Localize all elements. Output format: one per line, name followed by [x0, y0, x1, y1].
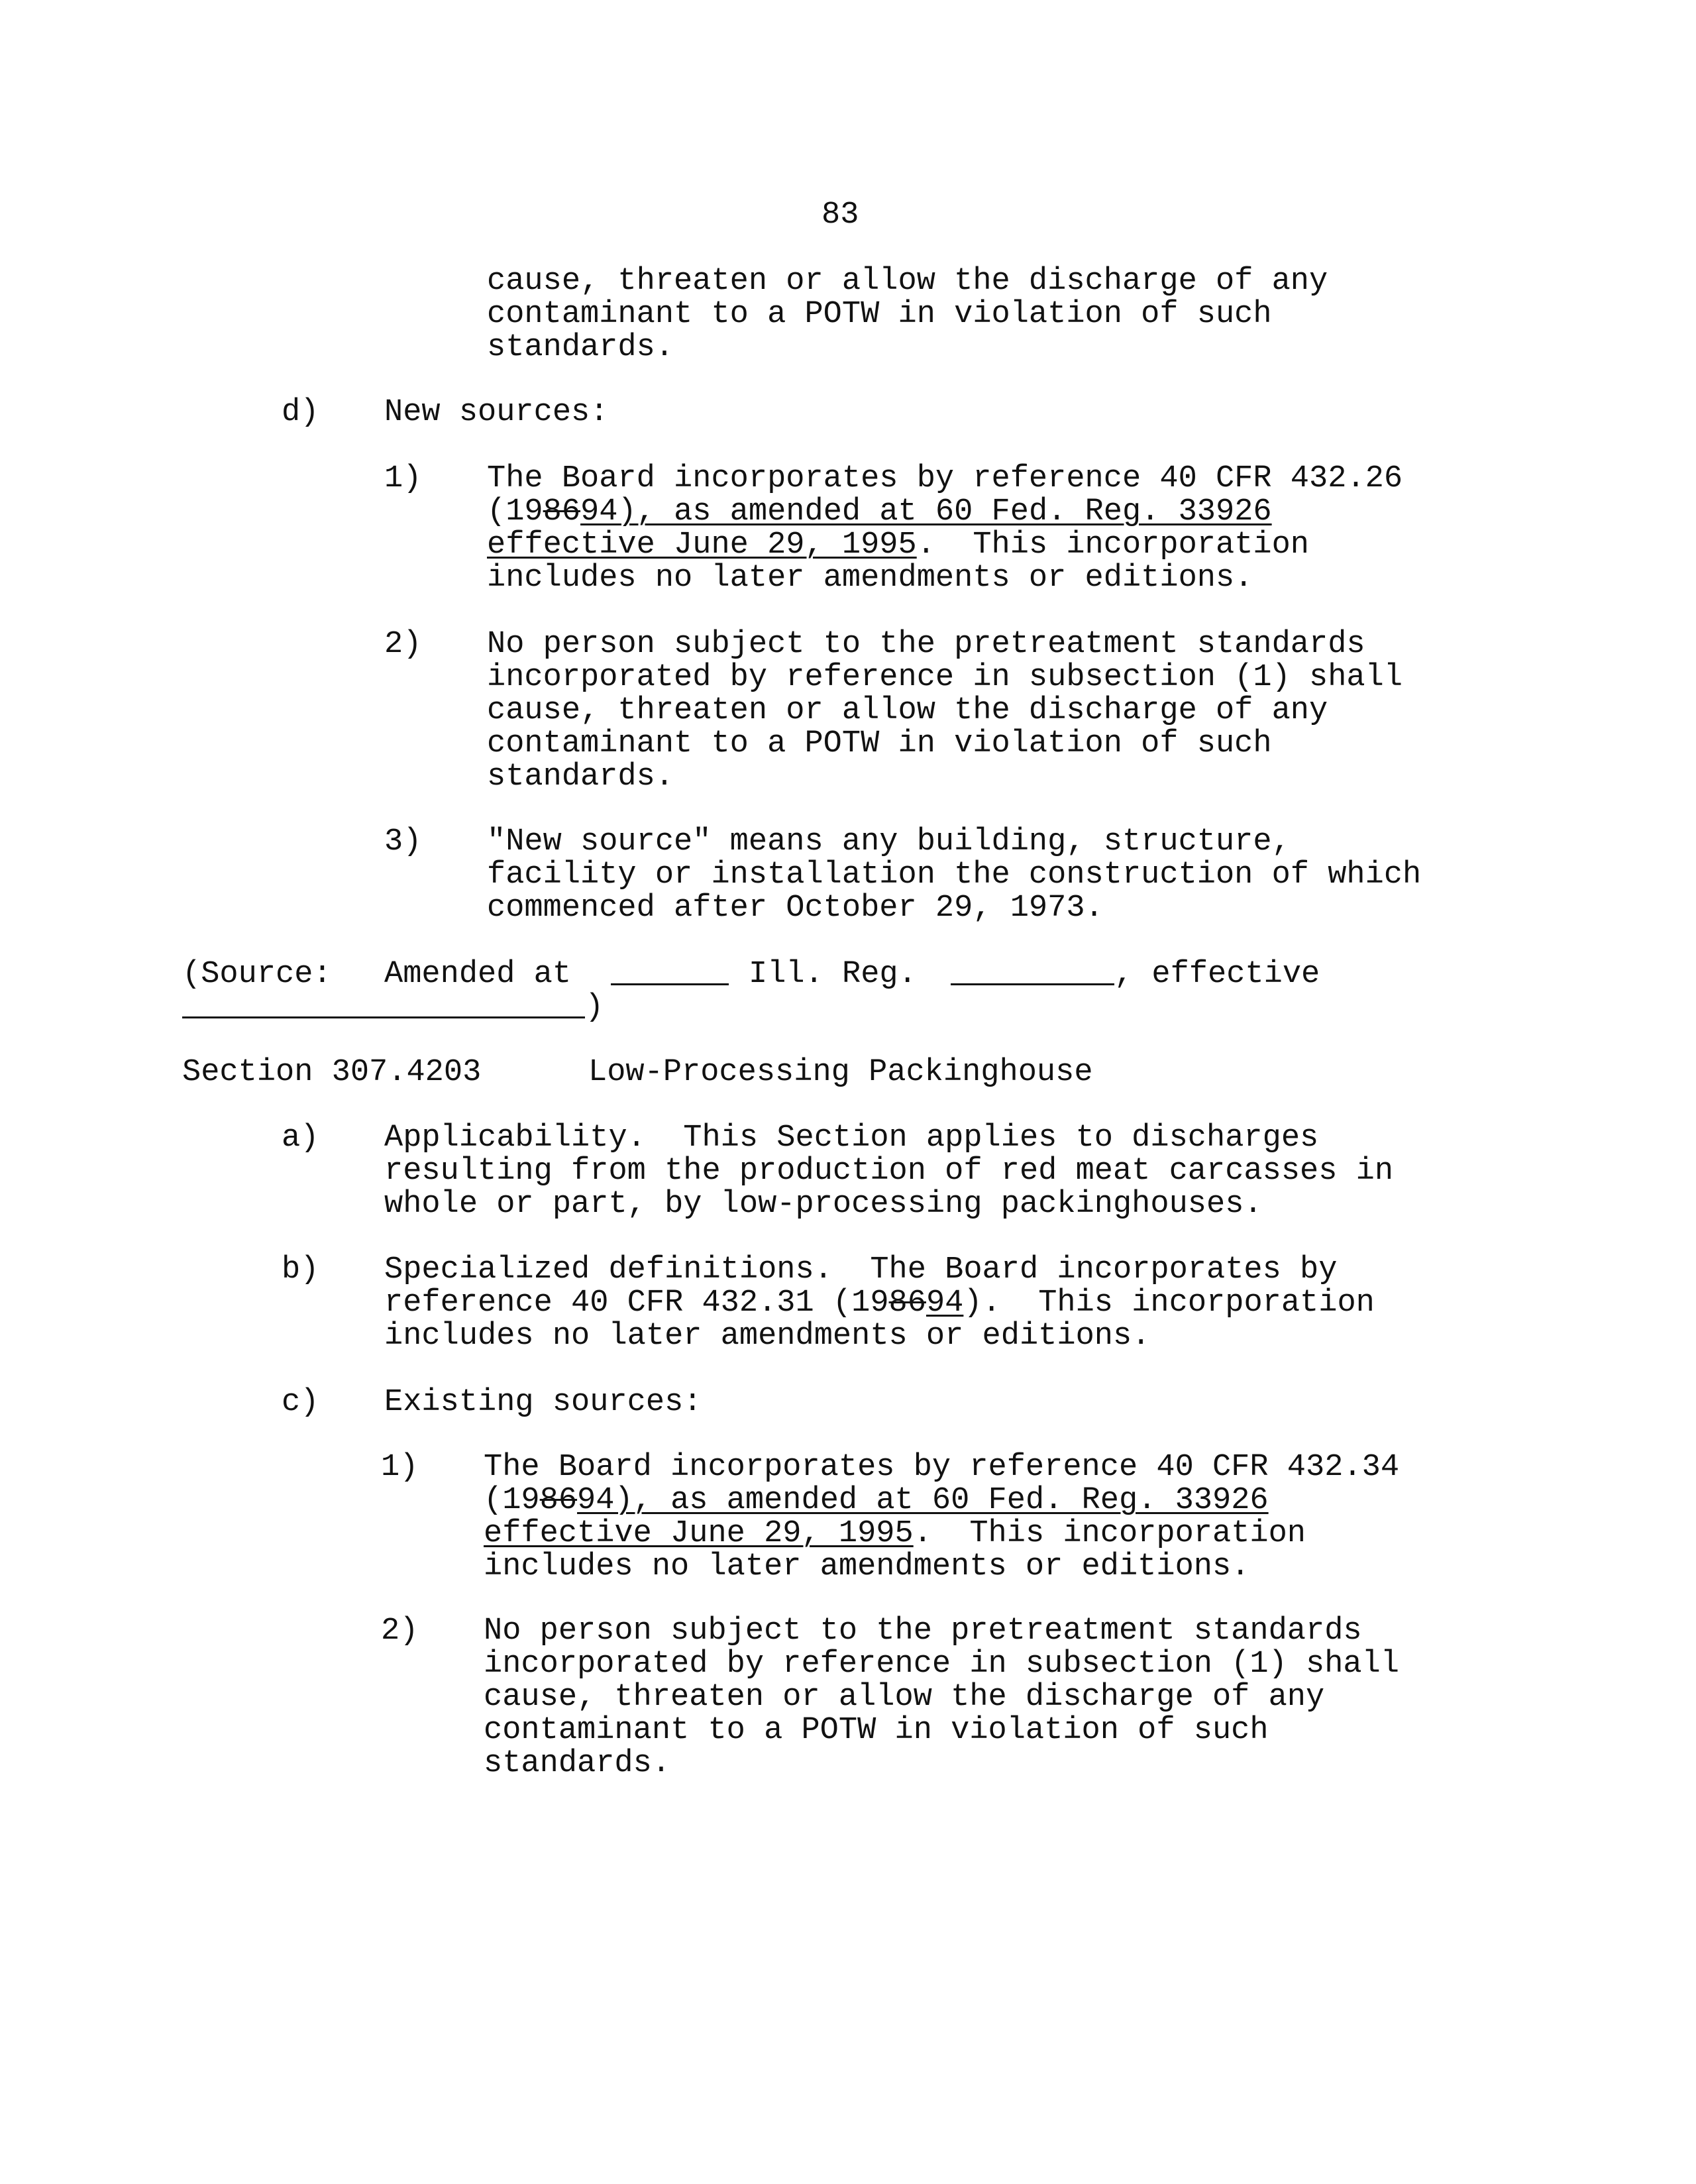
- blank-line: [951, 958, 1114, 995]
- subsection-label-c: c): [282, 1385, 319, 1420]
- subsection-text-c: Existing sources:: [384, 1385, 702, 1420]
- text-line: No person subject to the pretreatment standards: [484, 1613, 1362, 1649]
- source-note-close: ): [585, 990, 604, 1025]
- text-line: [484, 1517, 1399, 1551]
- text-line: includes no later amendments or editions.: [484, 1549, 1250, 1584]
- item-label-d1: 1): [384, 461, 422, 496]
- source-note-effective: , effective: [1114, 957, 1320, 992]
- text-line: "New source" means any building, structure,: [487, 824, 1291, 859]
- struck-text: 86: [539, 1483, 578, 1518]
- text-line: includes no later amendments or editions.: [384, 1319, 1151, 1354]
- text-line: whole or part, by low-processing packinghouses.: [384, 1187, 1263, 1222]
- item-paragraph-c1: [484, 1451, 1399, 1584]
- text-line: incorporated by reference in subsection (1) shall: [484, 1647, 1400, 1682]
- text-line: [384, 1287, 1375, 1320]
- subsection-label-b: b): [282, 1252, 319, 1287]
- text-line: Applicability. This Section applies to discharges: [384, 1120, 1319, 1156]
- text-line: [487, 529, 1403, 562]
- text-line: facility or installation the construction of which: [487, 857, 1422, 893]
- text-line: contaminant to a POTW in violation of such: [487, 726, 1272, 761]
- underlined-text: effective June 29, 1995: [484, 1516, 914, 1551]
- page-number: 83: [822, 197, 859, 233]
- text-fragment: . This incorporation: [913, 1516, 1306, 1551]
- text-line: standards.: [487, 330, 674, 365]
- text-line: contaminant to a POTW in violation of such: [487, 297, 1272, 332]
- item-label-c1: 1): [381, 1450, 419, 1485]
- underlined-text: effective June 29, 1995: [487, 527, 917, 563]
- text-line: cause, threaten or allow the discharge of any: [487, 264, 1328, 299]
- struck-text: 86: [543, 494, 581, 529]
- text-fragment: reference 40 CFR 432.31 (19: [384, 1285, 889, 1321]
- text-line: cause, threaten or allow the discharge of any: [487, 693, 1328, 728]
- struck-text: 86: [888, 1285, 926, 1321]
- source-note-prefix: (Source:: [182, 957, 332, 992]
- item-paragraph-d3: [487, 826, 1421, 925]
- text-line: commenced after October 29, 1973.: [487, 891, 1104, 926]
- blank-line: [182, 991, 585, 1028]
- text-line: standards.: [487, 759, 674, 794]
- text-fragment: . This incorporation: [916, 527, 1310, 563]
- continuation-paragraph: [487, 265, 1328, 364]
- text-fragment: ). This incorporation: [963, 1285, 1375, 1321]
- item-label-d2: 2): [384, 627, 422, 662]
- subsection-label-d: d): [282, 395, 319, 430]
- text-fragment: (19: [484, 1483, 540, 1518]
- text-line: [487, 496, 1403, 529]
- subsection-paragraph-b: [384, 1254, 1375, 1353]
- item-paragraph-d1: [487, 463, 1403, 595]
- section-title: Low-Processing Packinghouse: [588, 1055, 1093, 1090]
- blank-line: [611, 958, 729, 995]
- subsection-paragraph-a: [384, 1122, 1393, 1221]
- section-number: Section 307.4203: [182, 1055, 482, 1090]
- subsection-text-d: New sources:: [384, 395, 609, 430]
- underlined-text: 94: [926, 1285, 964, 1321]
- text-line: No person subject to the pretreatment standards: [487, 627, 1365, 662]
- text-line: contaminant to a POTW in violation of such: [484, 1713, 1269, 1748]
- subsection-label-a: a): [282, 1120, 319, 1156]
- text-line: The Board incorporates by reference 40 CFR 432.26: [487, 461, 1403, 496]
- text-line: Specialized definitions. The Board incorporates by: [384, 1252, 1338, 1287]
- item-label-c2: 2): [381, 1613, 419, 1649]
- text-line: includes no later amendments or editions.: [487, 561, 1253, 596]
- underlined-text: 94), as amended at 60 Fed. Reg. 33926: [577, 1483, 1269, 1518]
- item-label-d3: 3): [384, 824, 422, 859]
- item-paragraph-d2: [487, 628, 1403, 794]
- source-note-amended: Amended at: [384, 957, 572, 992]
- text-line: [484, 1484, 1399, 1517]
- text-line: cause, threaten or allow the discharge of any: [484, 1680, 1325, 1715]
- text-fragment: (19: [487, 494, 543, 529]
- text-line: incorporated by reference in subsection (1) shall: [487, 660, 1403, 695]
- text-line: standards.: [484, 1746, 671, 1781]
- item-paragraph-c2: [484, 1615, 1399, 1780]
- source-note-ill-reg: Ill. Reg.: [749, 957, 917, 992]
- text-line: resulting from the production of red meat carcasses in: [384, 1154, 1394, 1189]
- underlined-text: 94), as amended at 60 Fed. Reg. 33926: [580, 494, 1272, 529]
- text-line: The Board incorporates by reference 40 CFR 432.34: [484, 1450, 1400, 1485]
